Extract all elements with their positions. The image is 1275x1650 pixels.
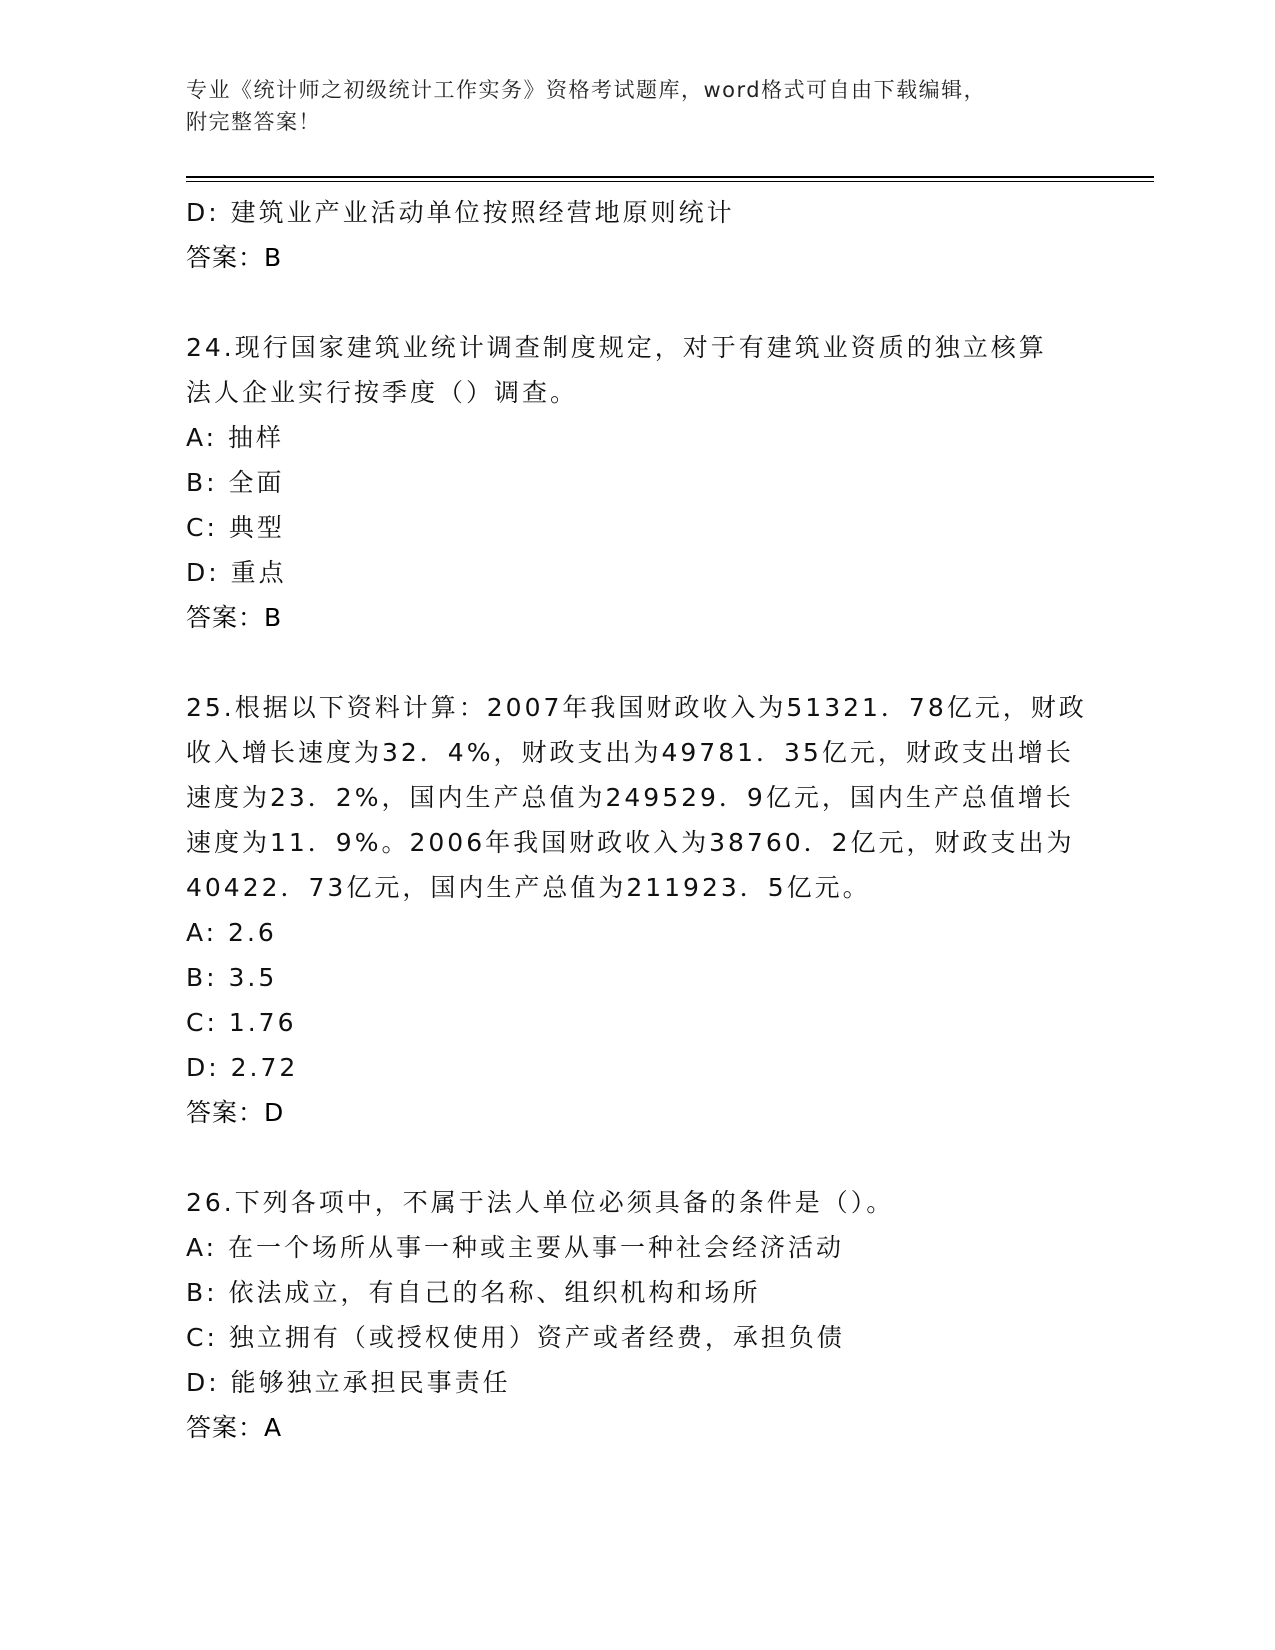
option-c: C: 独立拥有（或授权使用）资产或者经费，承担负债 — [186, 1323, 845, 1352]
question-23-tail — [186, 190, 1086, 280]
option-b: B: 全面 — [186, 468, 285, 497]
question-26 — [186, 1180, 1086, 1450]
option-a: A: 在一个场所从事一种或主要从事一种社会经济活动 — [186, 1233, 845, 1262]
option-a: A: 2.6 — [186, 918, 277, 947]
spacer — [186, 1135, 1086, 1180]
answer: 答案：A — [186, 1413, 283, 1442]
option-c: C: 典型 — [186, 513, 285, 542]
header-line-1: 专业《统计师之初级统计工作实务》资格考试题库，word格式可自由下载编辑， — [186, 78, 987, 102]
spacer — [186, 280, 1086, 325]
option-a: A: 抽样 — [186, 423, 285, 452]
question-stem: 25.根据以下资料计算：2007年我国财政收入为51321．78亿元，财政 — [186, 693, 1087, 722]
document-header — [186, 74, 1086, 138]
header-divider-thick — [186, 176, 1154, 178]
question-stem: 26.下列各项中，不属于法人单位必须具备的条件是（）。 — [186, 1188, 895, 1217]
question-stem: 速度为11．9%。2006年我国财政收入为38760．2亿元，财政支出为 — [186, 828, 1075, 857]
answer: 答案：B — [186, 603, 283, 632]
option-b: B: 依法成立，有自己的名称、组织机构和场所 — [186, 1278, 761, 1307]
option-d: D: 2.72 — [186, 1053, 299, 1082]
option-d: D: 重点 — [186, 558, 287, 587]
question-stem: 收入增长速度为32．4%，财政支出为49781．35亿元，财政支出增长 — [186, 738, 1074, 767]
option-d: D: 建筑业产业活动单位按照经营地原则统计 — [186, 198, 735, 227]
question-stem: 速度为23．2%，国内生产总值为249529．9亿元，国内生产总值增长 — [186, 783, 1074, 812]
option-c: C: 1.76 — [186, 1008, 297, 1037]
answer: 答案：B — [186, 243, 283, 272]
question-25 — [186, 685, 1086, 1135]
spacer — [186, 640, 1086, 685]
header-divider-thin — [186, 181, 1154, 182]
header-line-2: 附完整答案！ — [186, 110, 321, 134]
answer: 答案：D — [186, 1098, 285, 1127]
option-d: D: 能够独立承担民事责任 — [186, 1368, 511, 1397]
question-stem: 法人企业实行按季度（）调查。 — [186, 378, 579, 407]
question-24 — [186, 325, 1086, 640]
question-stem: 24.现行国家建筑业统计调查制度规定，对于有建筑业资质的独立核算 — [186, 333, 1047, 362]
question-list — [186, 190, 1086, 1450]
option-b: B: 3.5 — [186, 963, 278, 992]
question-stem: 40422．73亿元，国内生产总值为211923．5亿元。 — [186, 873, 871, 902]
